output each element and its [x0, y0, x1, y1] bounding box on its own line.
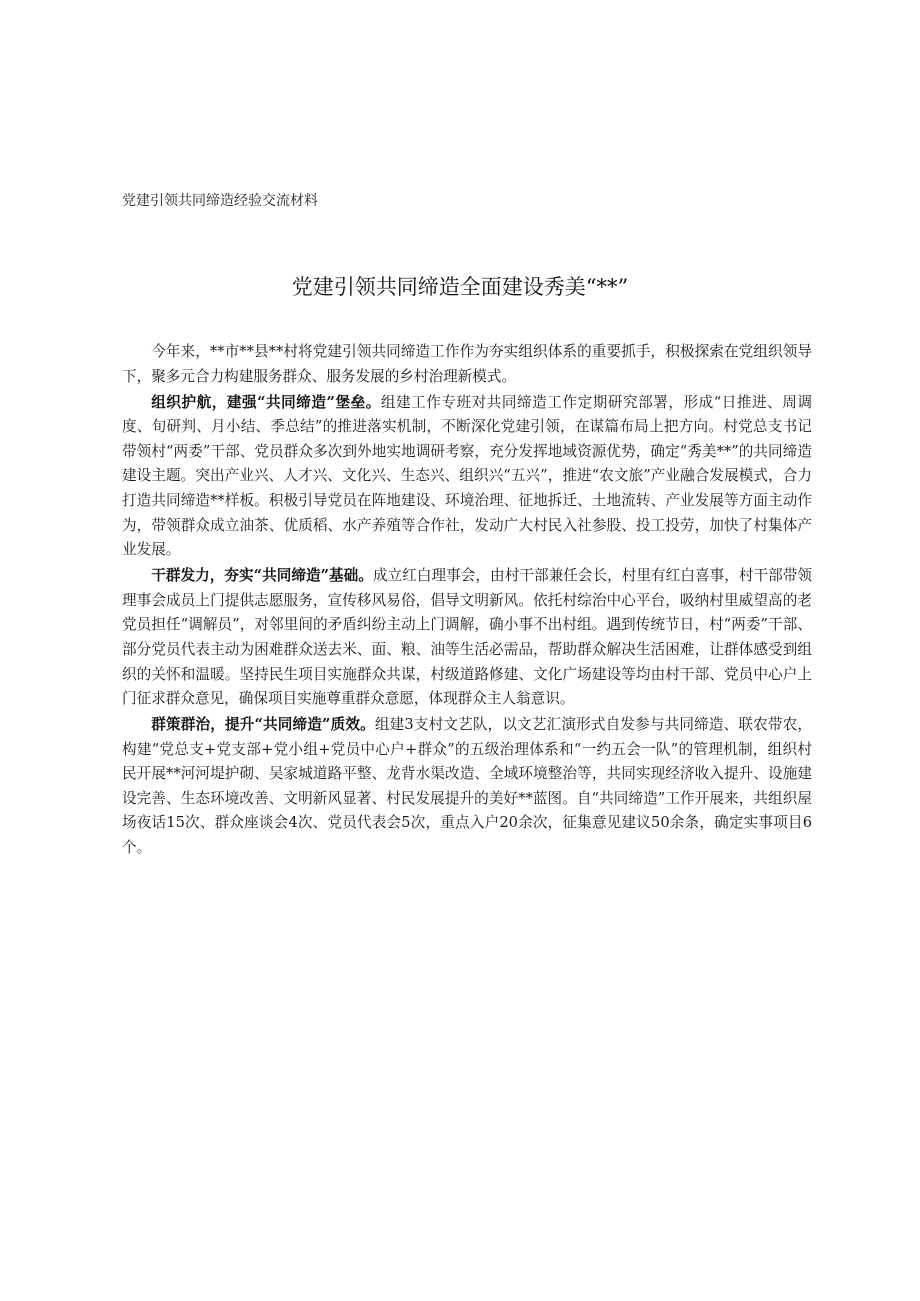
- section-paragraph-2: [122, 564, 812, 712]
- section-body-2: 成立红白理事会，由村干部兼任会长，村里有红白喜事，村干部带领理事会成员上门提供志愿服务，宣传移风易俗，倡导文明新风。依托村综治中心平台，吸纳村里威望高的老党员担任“调解员”，对邻里间的矛盾纠纷主动上门调解，确小事不出村组。遇到传统节日，村“两委”干部、部分党员代表主动为困难群众送去米、面、粮、油等生活必需品，帮助群众解决生活困难，让群体感受到组织的关怀和温暖。坚持民生项目实施群众共谋，村级道路修建、文化广场建设等均由村干部、党员中心户上门征求群众意见，确保项目实施尊重群众意愿，体现群众主人翁意识。: [122, 567, 812, 708]
- section-heading-2: 干群发力，夯实“共同缔造”基础。: [151, 567, 373, 585]
- document-label: 党建引领共同缔造经验交流材料: [122, 193, 318, 209]
- document-title: 党建引领共同缔造全面建设秀美“**”: [291, 275, 629, 299]
- section-paragraph-3: [122, 713, 812, 861]
- intro-paragraph: 今年来，**市**县**村将党建引领共同缔造工作作为夯实组织体系的重要抓手，积极探索在党组织领导下，聚多元合力构建服务群众、服务发展的乡村治理新模式。: [122, 343, 812, 385]
- section-body-1: 组建工作专班对共同缔造工作定期研究部署，形成“日推进、周调度、旬研判、月小结、季总结”的推进落实机制，不断深化党建引领，在谋篇布局上把方向。村党总支书记带领村“两委”干部、党员群众多次到外地实地调研考察，充分发挥地域资源优势，确定“秀美**”的共同缔造建设主题。突出产业兴、人才兴、文化兴、生态兴、组织兴“五兴”，推进“农文旅”产业融合发展模式，合力打造共同缔造**样板。积极引导党员在阵地建设、环境治理、征地拆迁、土地流转、产业发展等方面主动作为，带领群众成立油茶、优质稻、水产养殖等合作社，发动广大村民入社参股、投工投劳，加快了村集体产业发展。: [122, 393, 812, 559]
- section-paragraph-1: [122, 391, 812, 563]
- section-body-3: 组建3支村文艺队，以文艺汇演形式自发参与共同缔造、联农带农，构建“党总支+党支部+党小组+党员中心户+群众”的五级治理体系和“一约五会一队”的管理机制，组织村民开展**河河堤护砌、吴家城道路平整、龙背水渠改造、全域环境整治等，共同实现经济收入提升、设施建设完善、生态环境改善、文明新风显著、村民发展提升的美好**蓝图。自“共同缔造”工作开展来，共组织屋场夜话15次、群众座谈会4次、党员代表会5次，重点入户20余次，征集意见建议50余条，确定实事项目6个。: [122, 716, 812, 857]
- section-heading-3: 群策群治，提升“共同缔造”质效。: [151, 716, 375, 734]
- document-body: [122, 340, 812, 862]
- section-heading-1: 组织护航，建强“共同缔造”堡垒。: [151, 393, 381, 411]
